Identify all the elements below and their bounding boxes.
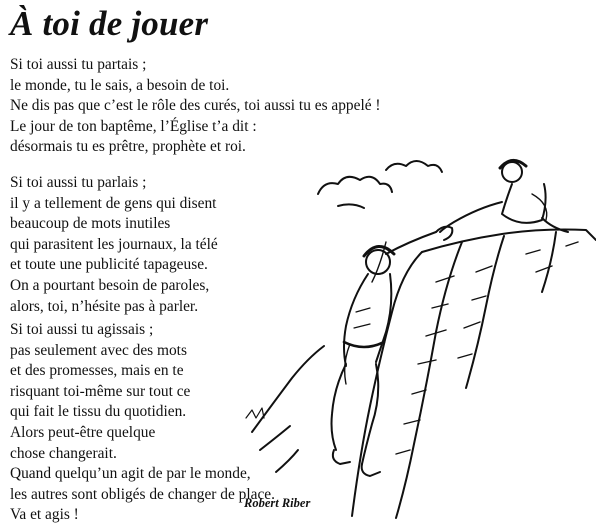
- poem-line: risquant toi-même sur tout ce: [10, 382, 191, 400]
- climbers-helping-hand-icon: [236, 132, 596, 524]
- poem-line: qui fait le tissu du quotidien.: [10, 403, 187, 421]
- poem-line: Alors peut-être quelque: [10, 423, 156, 441]
- climbing-rope: [345, 344, 350, 384]
- poem-line: pas seulement avec des mots: [10, 341, 187, 359]
- poem-line: Si toi aussi tu parlais ;: [10, 174, 147, 191]
- cloud-top: [386, 161, 442, 172]
- cloud-left: [318, 177, 392, 194]
- poem-line: les autres sont obligés de changer de place.: [10, 485, 275, 503]
- poem-line: et toute une publicité tapageuse.: [10, 256, 208, 274]
- lower-climber-leg-left: [332, 364, 347, 450]
- poem-line: qui parasitent les journaux, la télé: [10, 235, 218, 253]
- poem-line: Si toi aussi tu partais ;: [10, 56, 147, 73]
- poem-line: Le jour de ton baptême, l’Église t’a dit :: [10, 117, 257, 135]
- poem-line: On a pourtant besoin de paroles,: [10, 276, 210, 294]
- stanza-2: [10, 173, 218, 317]
- rock-lower-left: [252, 346, 324, 432]
- poem-line: il y a tellement de gens qui disent: [10, 194, 217, 212]
- artist-mark: [246, 408, 264, 418]
- rock-face-crack: [396, 242, 462, 518]
- poem-line: beaucoup de mots inutiles: [10, 215, 171, 233]
- top-climber-torso: [502, 184, 546, 223]
- poem-line: le monde, tu le sais, a besoin de toi.: [10, 76, 230, 94]
- poem-line: alors, toi, n’hésite pas à parler.: [10, 297, 199, 315]
- poem-line: Si toi aussi tu agissais ;: [10, 321, 154, 338]
- poem-title: À toi de jouer: [10, 4, 209, 43]
- poem-line: et des promesses, mais en te: [10, 362, 184, 380]
- author-signature: Robert Riber: [244, 496, 311, 510]
- rock-face-left-edge: [352, 252, 422, 516]
- poem-line: chose changerait.: [10, 444, 117, 462]
- cloud-streak: [338, 204, 364, 208]
- poem-line: Quand quelqu’un agit de par le monde,: [10, 465, 251, 483]
- poem-line: Ne dis pas que c’est le rôle des curés, toi aussi tu es appelé !: [10, 97, 381, 115]
- rock-ridge-top: [422, 230, 596, 253]
- poem-line: désormais tu es prêtre, prophète et roi.: [10, 138, 246, 156]
- poem-line: Va et agis !: [10, 506, 79, 524]
